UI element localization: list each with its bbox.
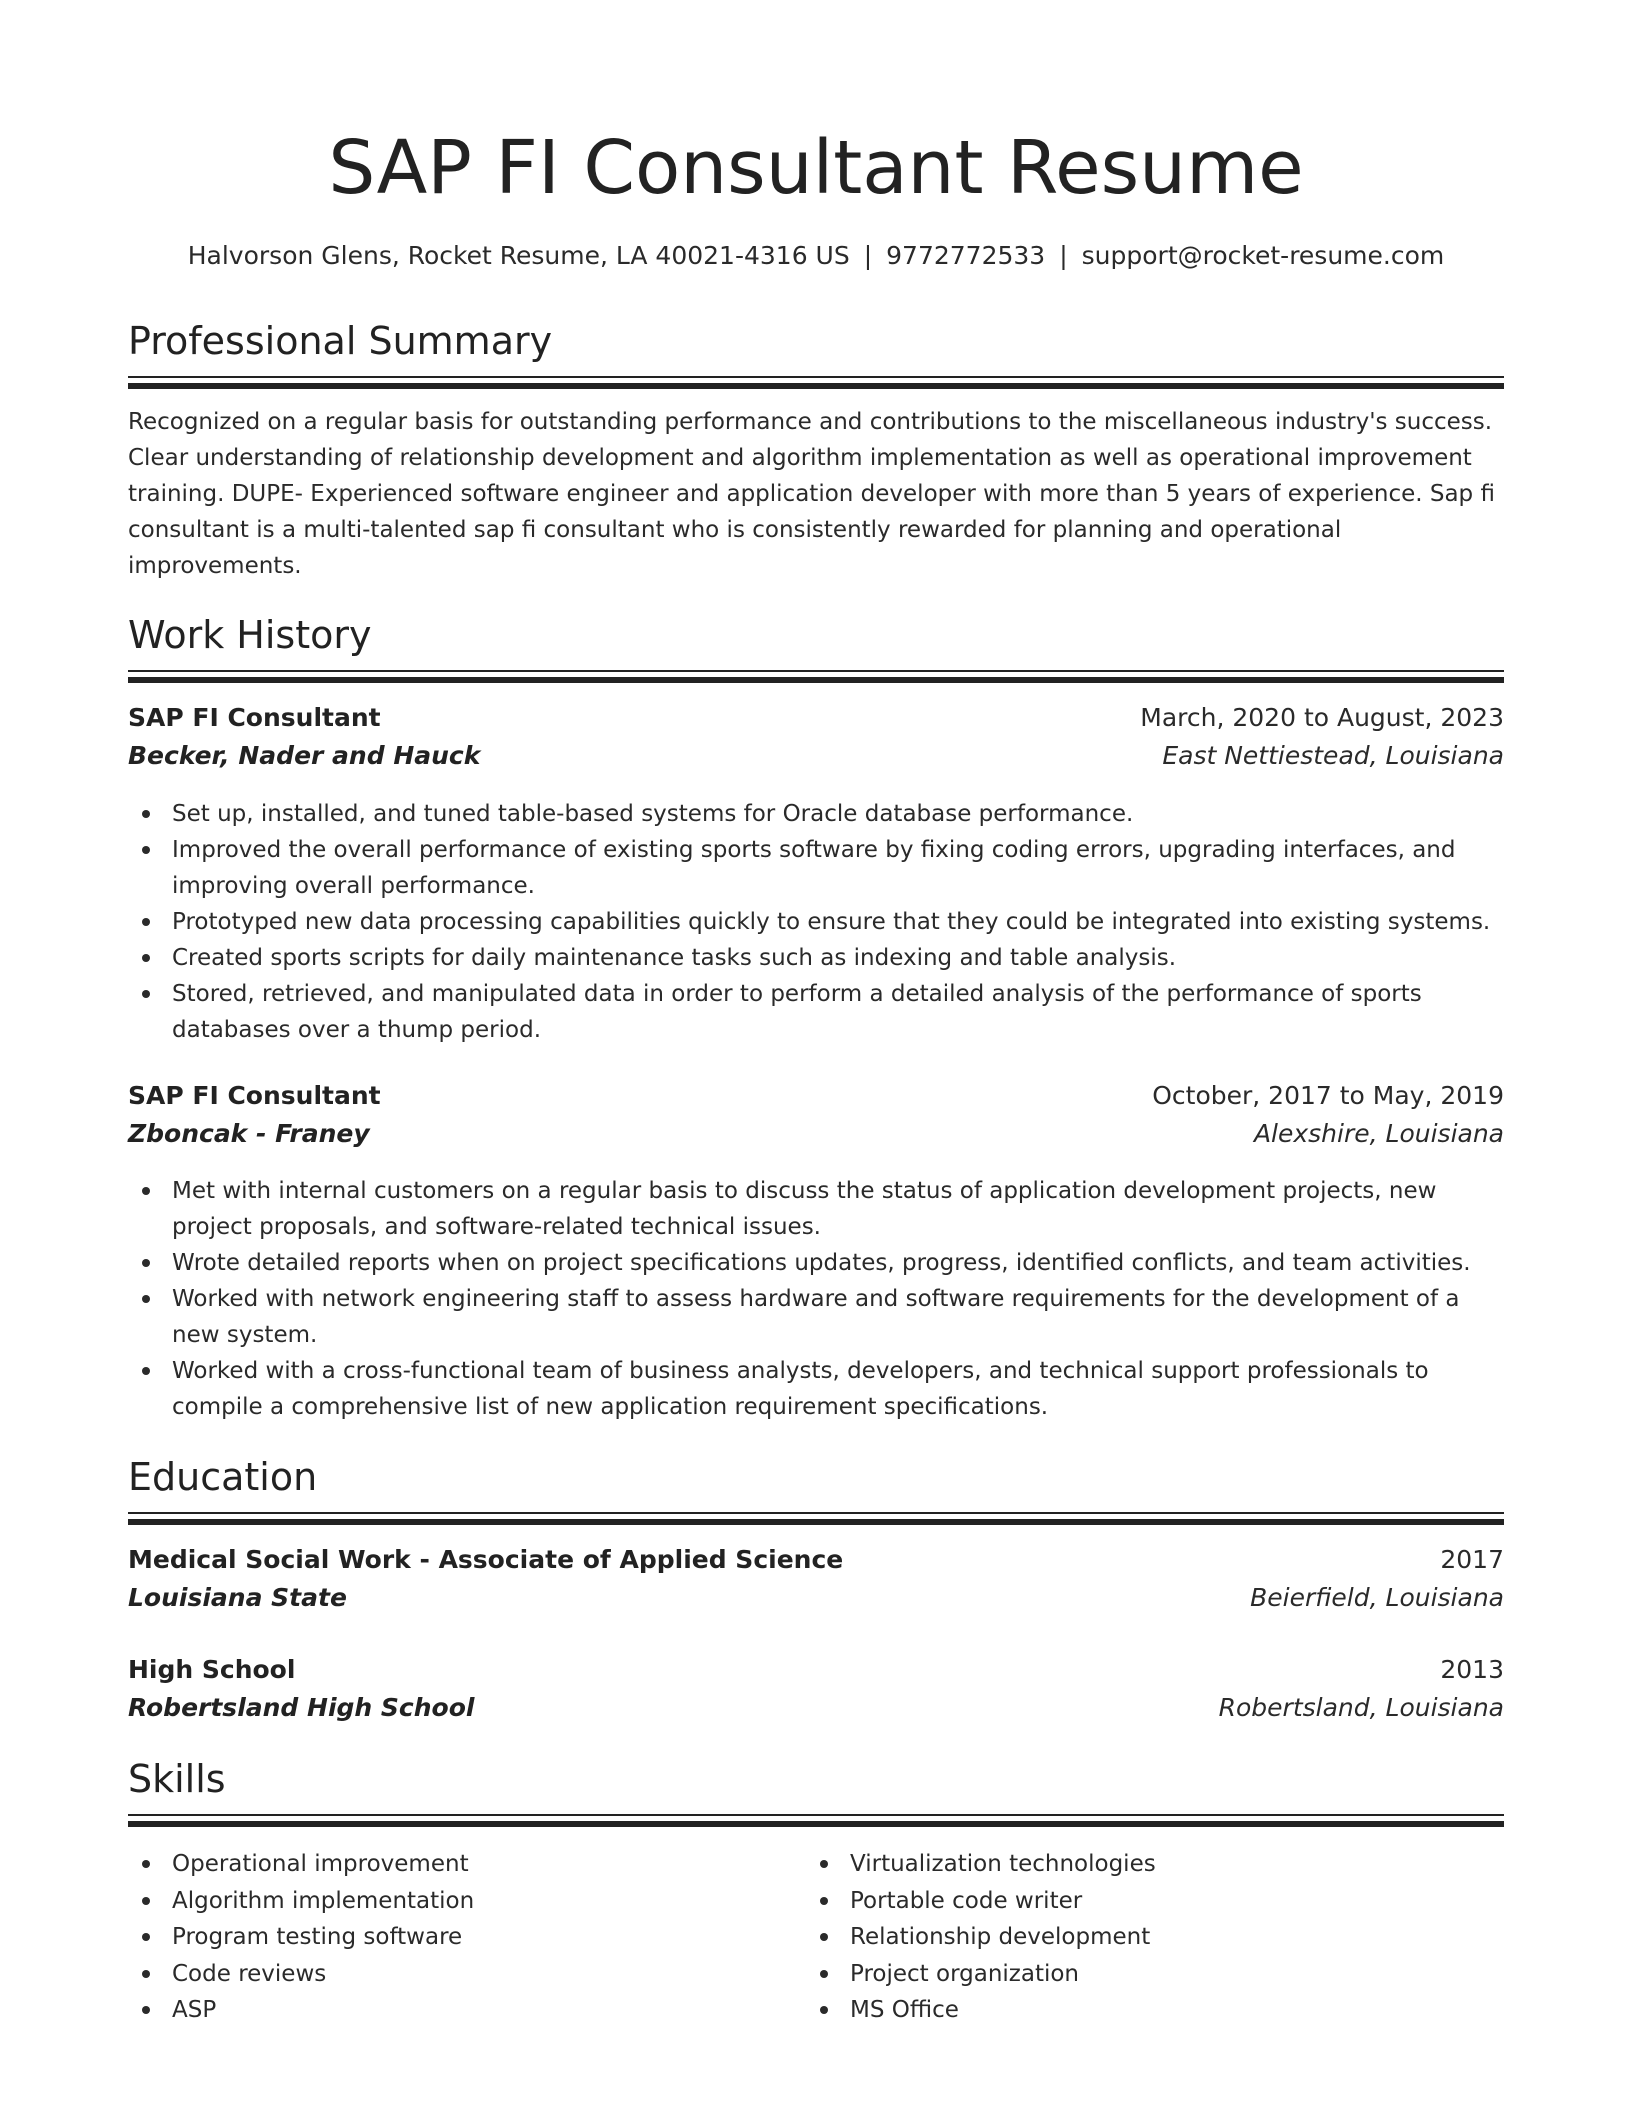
job-bullets: [128, 1173, 1504, 1425]
skill-item: Portable code writer: [806, 1883, 1486, 1920]
skills-list-left: [128, 1846, 788, 2029]
list-item: Worked with network engineering staff to assess hardware and software requirements for the development of a new system.: [128, 1281, 1504, 1353]
skills-heading: Skills: [128, 1757, 226, 1801]
section-rule: [128, 1821, 1504, 1827]
job-title: SAP FI Consultant: [128, 703, 381, 732]
job-header: [128, 699, 1504, 737]
list-item: Set up, installed, and tuned table-based systems for Oracle database performance.: [128, 796, 1504, 832]
skill-item: Code reviews: [128, 1956, 788, 1993]
job-subheader: [128, 737, 1504, 775]
section-rule: [128, 376, 1504, 378]
skill-item: Virtualization technologies: [806, 1846, 1486, 1883]
education-year: 2013: [1440, 1655, 1504, 1684]
section-rule: [128, 1519, 1504, 1525]
education-location: Robertsland, Louisiana: [1218, 1693, 1504, 1722]
work-heading: Work History: [128, 613, 372, 657]
list-item: Wrote detailed reports when on project specifications updates, progress, identified conflicts, and team activities.: [128, 1245, 1504, 1281]
contact-separator: |: [1059, 241, 1068, 270]
skill-item: Program testing software: [128, 1919, 788, 1956]
education-location: Beierfield, Louisiana: [1250, 1583, 1504, 1612]
education-year: 2017: [1440, 1545, 1504, 1574]
list-item: Prototyped new data processing capabilities quickly to ensure that they could be integrated into existing systems.: [128, 904, 1504, 940]
job-location: Alexshire, Louisiana: [1253, 1119, 1504, 1148]
contact-line: [128, 238, 1504, 274]
contact-separator: |: [863, 241, 873, 270]
education-school: Louisiana State: [128, 1583, 347, 1612]
job-title: SAP FI Consultant: [128, 1081, 381, 1110]
education-school: Robertsland High School: [128, 1693, 475, 1722]
job-company: Zboncak - Franey: [128, 1119, 370, 1148]
job-header: [128, 1077, 1504, 1115]
section-rule: [128, 1512, 1504, 1514]
list-item: Created sports scripts for daily maintenance tasks such as indexing and table analysis.: [128, 940, 1504, 976]
section-rule: [128, 1814, 1504, 1816]
job-dates: October, 2017 to May, 2019: [1152, 1081, 1504, 1110]
list-item: Improved the overall performance of existing sports software by fixing coding errors, upgrading interfaces, and improving overall performance.: [128, 832, 1504, 904]
list-item: Worked with a cross-functional team of business analysts, developers, and technical support professionals to compile a comprehensive list of new application requirement specifications.: [128, 1353, 1504, 1425]
skill-item: Relationship development: [806, 1919, 1486, 1956]
resume-title: SAP FI Consultant Resume: [328, 125, 1304, 211]
skill-item: Operational improvement: [128, 1846, 788, 1883]
section-rule: [128, 383, 1504, 389]
job-company: Becker, Nader and Hauck: [128, 741, 481, 770]
education-subheader: [128, 1689, 1504, 1727]
job-dates: March, 2020 to August, 2023: [1140, 703, 1504, 732]
list-item: Met with internal customers on a regular basis to discuss the status of application development projects, new project proposals, and software-related technical issues.: [128, 1173, 1504, 1245]
list-item: Stored, retrieved, and manipulated data in order to perform a detailed analysis of the performance of sports databases over a thump period.: [128, 976, 1504, 1048]
section-rule: [128, 677, 1504, 683]
contact-phone: 9772772533: [886, 241, 1046, 270]
education-subheader: [128, 1579, 1504, 1617]
skills-list-right: [806, 1846, 1486, 2029]
skill-item: Algorithm implementation: [128, 1883, 788, 1920]
education-degree: High School: [128, 1655, 296, 1684]
job-bullets: [128, 796, 1504, 1048]
summary-heading: Professional Summary: [128, 319, 553, 363]
education-header: [128, 1651, 1504, 1689]
education-degree: Medical Social Work - Associate of Applied Science: [128, 1545, 844, 1574]
skill-item: MS Office: [806, 1992, 1486, 2029]
job-subheader: [128, 1115, 1504, 1153]
section-rule: [128, 670, 1504, 672]
contact-address: Halvorson Glens, Rocket Resume, LA 40021-4316 US: [187, 241, 850, 270]
skill-item: Project organization: [806, 1956, 1486, 1993]
skill-item: ASP: [128, 1992, 788, 2029]
summary-text: Recognized on a regular basis for outstanding performance and contributions to the miscellaneous industry's success. Clear understanding of relationship development and algorithm implementation as well as operational improvement training. DUPE- Experienced software engineer and application developer with more than 5 years of experience. Sap fi consultant is a multi-talented sap fi consultant who is consistently rewarded for planning and operational improvements.: [128, 409, 1495, 579]
contact-email: support@rocket-resume.com: [1081, 241, 1445, 270]
education-heading: Education: [128, 1455, 318, 1499]
education-header: [128, 1541, 1504, 1579]
job-location: East Nettiestead, Louisiana: [1162, 741, 1504, 770]
